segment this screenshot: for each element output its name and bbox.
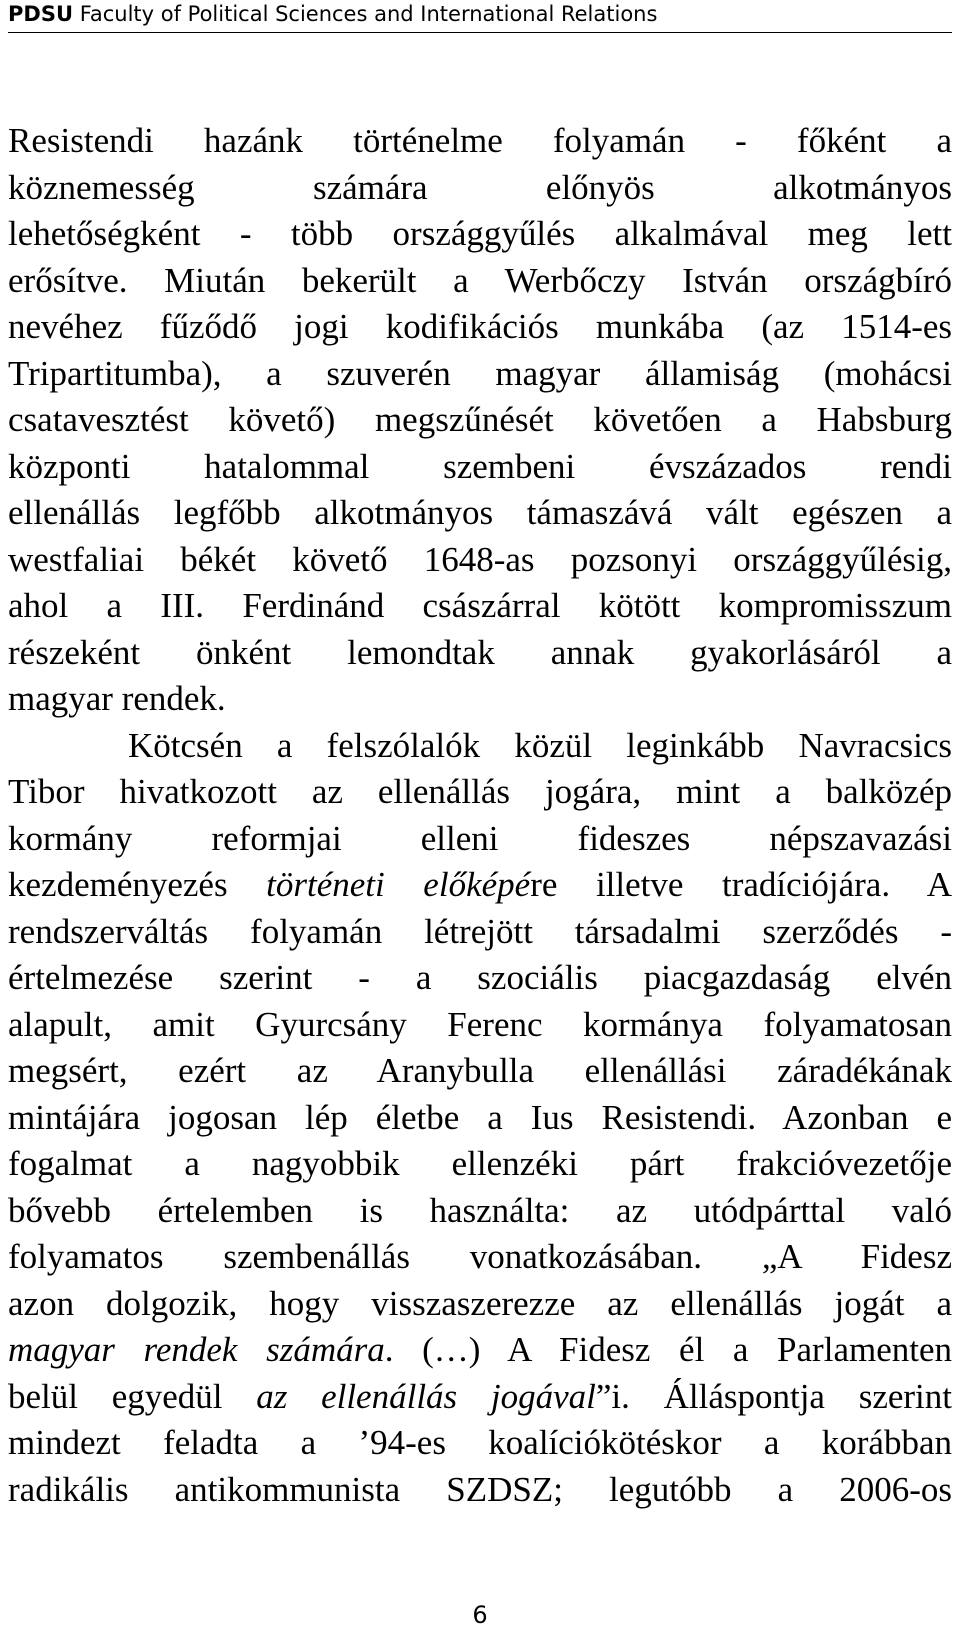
text-line — [8, 118, 952, 165]
page-number: 6 — [472, 1601, 488, 1629]
text-run: mintájára jogosan lép életbe a Ius Resistendi. Azonban e — [8, 1097, 952, 1137]
text-line — [8, 1420, 952, 1467]
text-run: központi hatalommal szembeni évszázados rendi — [8, 446, 952, 486]
text-run: azon dolgozik, hogy visszaszerezze az ellenállás jogát a — [8, 1283, 952, 1323]
text-line — [8, 816, 952, 863]
text-line — [8, 676, 952, 723]
text-line — [8, 444, 952, 491]
text-line — [8, 1188, 952, 1235]
text-run: belül egyedül — [8, 1376, 257, 1416]
text-line — [8, 1095, 952, 1142]
text-run: rendszerváltás folyamán létrejött társadalmi szerződés - — [8, 911, 952, 951]
paragraph — [8, 723, 952, 1514]
text-run: radikális antikommunista SZDSZ; legutóbb a 2006-os — [8, 1469, 952, 1509]
text-line — [8, 304, 952, 351]
body-text — [8, 118, 952, 1513]
text-line — [8, 397, 952, 444]
text-run: folyamatos szembenállás vonatkozásában. „A Fidesz — [8, 1237, 952, 1276]
text-line — [8, 1048, 952, 1095]
text-line — [8, 909, 952, 956]
text-line — [8, 583, 952, 630]
text-run: kormány reformjai elleni fideszes népszavazási — [8, 818, 952, 858]
text-run: csatavesztést követő) megszűnését követően a Habsburg — [8, 400, 952, 439]
text-run: értelmezése szerint - a szociális piacgazdaság elvén — [8, 958, 952, 997]
text-line — [8, 351, 952, 398]
text-run: magyar rendek. — [8, 679, 226, 718]
text-line — [8, 258, 952, 305]
text-line — [8, 211, 952, 258]
text-line — [8, 165, 952, 212]
text-run: mindezt feladta a ’94-es koalíciókötéskor a korábban — [8, 1423, 952, 1462]
text-line — [8, 1327, 952, 1374]
text-run: Resistendi hazánk történelme folyamán - főként a — [8, 121, 952, 160]
text-line — [8, 769, 952, 816]
text-run: bővebb értelemben is használta: az utódpárttal való — [8, 1190, 952, 1230]
text-run: kezdeményezés — [8, 865, 267, 904]
italic-text: magyar rendek számára — [8, 1330, 385, 1369]
text-run: fogalmat a nagyobbik ellenzéki párt frakcióvezetője — [8, 1144, 952, 1183]
text-line — [8, 1467, 952, 1514]
text-line — [8, 1141, 952, 1188]
text-run: részeként önként lemondtak annak gyakorlásáról a — [8, 632, 952, 672]
text-run: erősítve. Miután bekerült a Werbőczy István országbíró — [8, 260, 952, 300]
text-line — [8, 1002, 952, 1049]
italic-text: történeti előképé — [266, 865, 531, 904]
text-run: ellenállás legfőbb alkotmányos támaszává vált egészen a — [8, 493, 952, 532]
header-faculty: Faculty of Political Sciences and International Relations — [79, 2, 658, 26]
text-run: megsért, ezért az Aranybulla ellenállási záradékának — [8, 1051, 952, 1090]
text-run: Tripartitumba), a szuverén magyar államiság (mohácsi — [8, 353, 952, 393]
text-line — [8, 1234, 952, 1281]
text-line — [8, 1281, 952, 1328]
text-line — [8, 955, 952, 1002]
text-run: ahol a III. Ferdinánd császárral kötött kompromisszum — [8, 586, 952, 625]
running-header — [8, 0, 952, 33]
paragraph — [8, 118, 952, 723]
text-run: . (…) A Fidesz él a Parlamenten — [384, 1330, 952, 1369]
text-run: köznemesség számára előnyös alkotmányos — [8, 167, 952, 207]
text-line — [8, 1374, 952, 1421]
italic-text: az ellenállás jogával — [256, 1376, 596, 1416]
text-run: Kötcsén a felszólalók közül leginkább Navracsics — [128, 725, 952, 765]
text-run: alapult, amit Gyurcsány Ferenc kormánya folyamatosan — [8, 1004, 952, 1044]
text-line — [8, 862, 952, 909]
text-run: westfaliai békét követő 1648-as pozsonyi országgyűlésig, — [8, 539, 952, 579]
text-run: lehetőségként - több országgyűlés alkalmával meg lett — [8, 214, 952, 253]
text-run: nevéhez fűződő jogi kodifikációs munkába (az 1514-es — [8, 307, 952, 346]
text-line — [8, 630, 952, 677]
text-line — [8, 490, 952, 537]
text-run: Tibor hivatkozott az ellenállás jogára, mint a balközép — [8, 772, 952, 811]
text-line — [8, 723, 952, 770]
header-org: PDSU — [8, 2, 73, 26]
text-line — [8, 537, 952, 584]
text-run: ”i. Álláspontja szerint — [595, 1376, 952, 1416]
text-run: re illetve tradíciójára. A — [530, 865, 952, 904]
